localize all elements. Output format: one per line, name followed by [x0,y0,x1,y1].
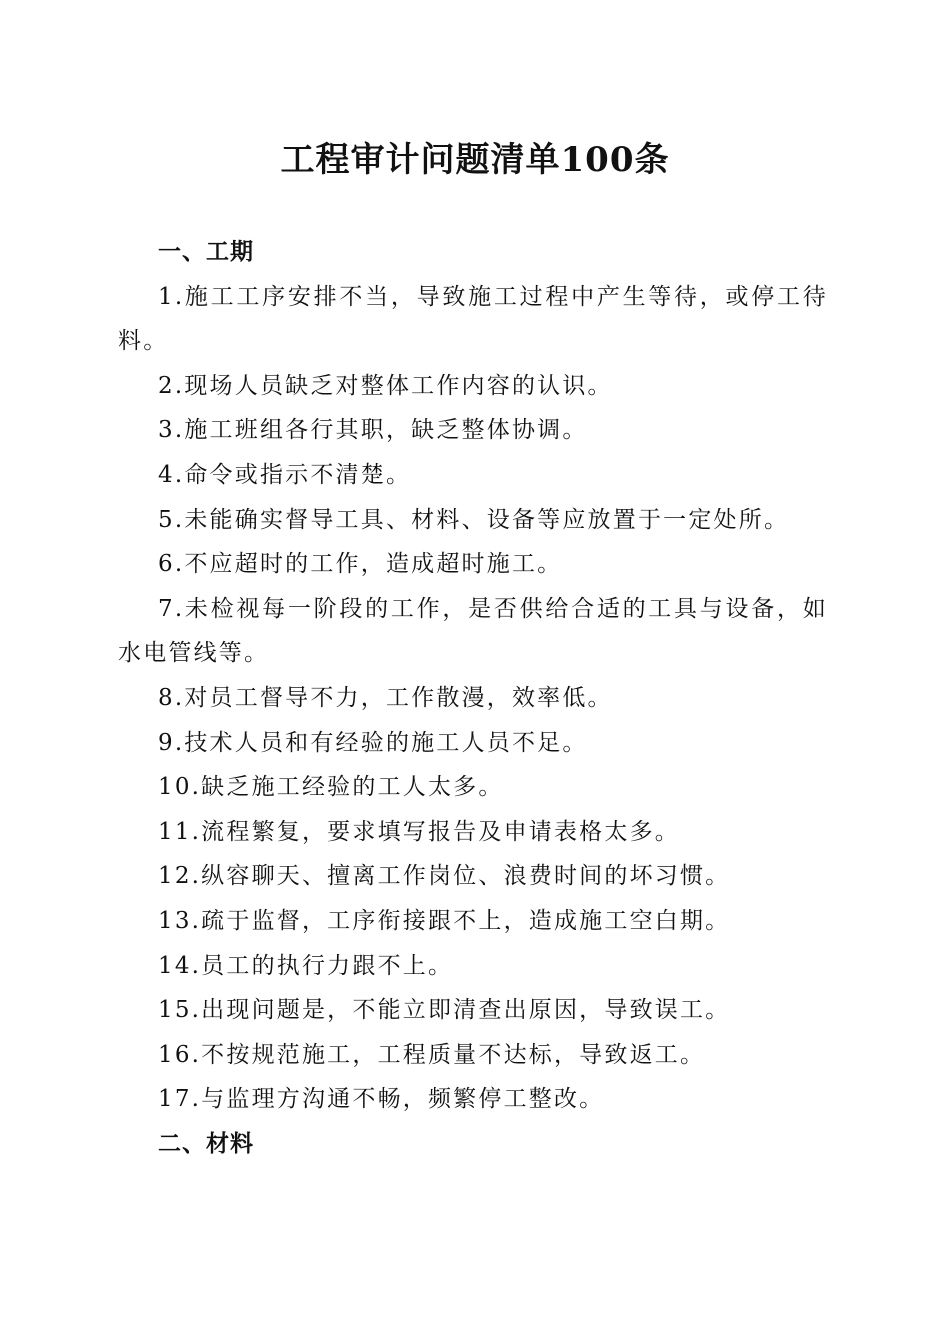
list-item: 17.与监理方沟通不畅，频繁停工整改。 [158,1086,605,1113]
list-item: 4.命令或指示不清楚。 [158,461,412,488]
list-item: 8.对员工督导不力，工作散漫，效率低。 [158,684,613,711]
list-item: 13.疏于监督，工序衔接跟不上，造成施工空白期。 [158,907,731,934]
section-heading: 二、材料 [158,1130,254,1157]
list-item: 6.不应超时的工作，造成超时施工。 [158,551,563,578]
list-item: 16.不按规范施工，工程质量不达标，导致返工。 [158,1041,706,1068]
list-item: 15.出现问题是，不能立即清查出原因，导致误工。 [158,997,731,1024]
list-item: 11.流程繁复，要求填写报告及申请表格太多。 [158,818,680,845]
list-item: 1.施工工序安排不当，导致施工过程中产生等待，或停工待料。 [118,283,828,355]
list-item: 3.施工班组各行其职，缺乏整体协调。 [158,417,588,444]
list-item: 10.缺乏施工经验的工人太多。 [158,774,504,801]
section-heading: 一、工期 [158,239,254,265]
list-item: 5.未能确实督导工具、材料、设备等应放置于一定处所。 [158,506,790,533]
document-title: 工程审计问题清单100条 [280,140,670,180]
list-item: 12.纵容聊天、擅离工作岗位、浪费时间的坏习惯。 [158,863,731,890]
list-item: 9.技术人员和有经验的施工人员不足。 [158,729,588,756]
list-item: 2.现场人员缺乏对整体工作内容的认识。 [158,372,613,399]
document-body [118,230,828,1166]
list-item: 7.未检视每一阶段的工作，是否供给合适的工具与设备，如水电管线等。 [118,595,828,667]
list-item: 14.员工的执行力跟不上。 [158,952,454,979]
